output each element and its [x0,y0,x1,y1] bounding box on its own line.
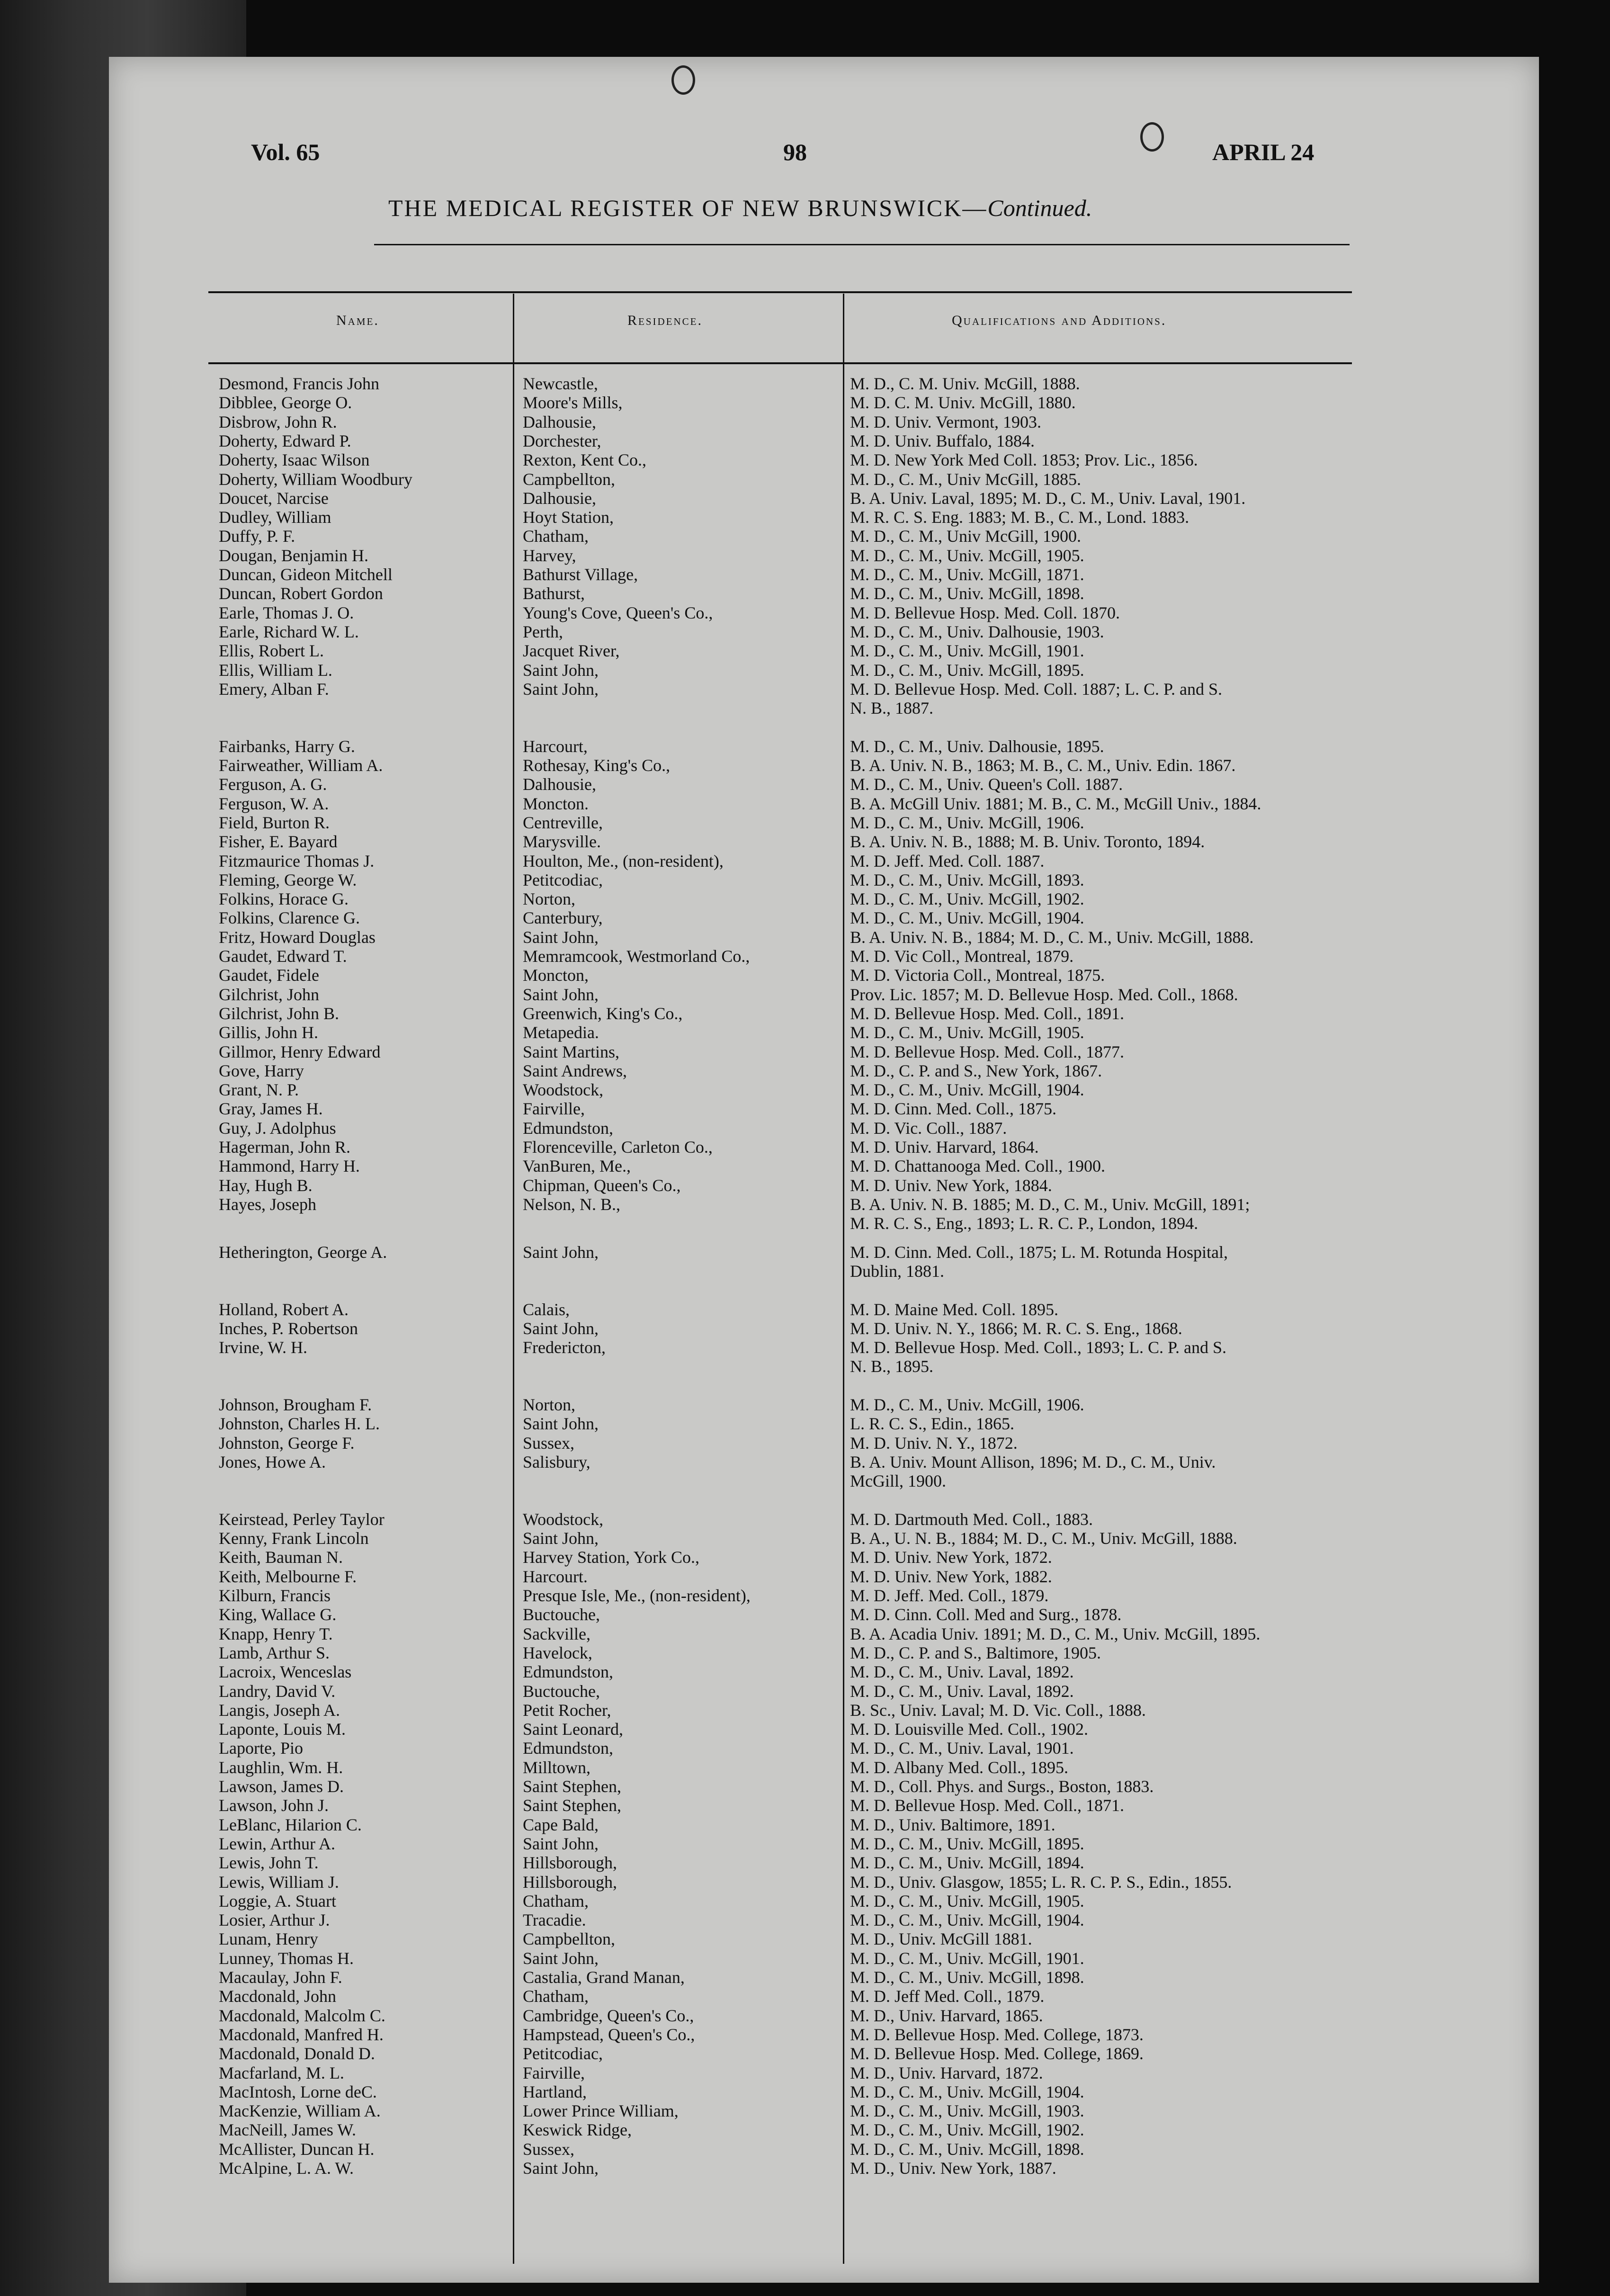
entry-name: Hagerman, John R. [219,1138,350,1157]
entry-name: Duncan, Gideon Mitchell [219,565,393,584]
entry-name: Langis, Joseph A. [219,1700,340,1720]
entry-name: Disbrow, John R. [219,412,337,431]
entry-name: Hay, Hugh B. [219,1175,313,1195]
entry-name: Fritz, Howard Douglas [219,927,376,947]
entry-name: King, Wallace G. [219,1605,337,1624]
entry-qualifications: M. D. Bellevue Hosp. Med. Coll., 1893; L. C. P. and S. [850,1338,1227,1357]
entry-name: Ellis, Robert L. [219,641,324,661]
entry-name: Grant, N. P. [219,1080,299,1100]
entry-residence: Harvey, [523,546,576,565]
entry-qualifications: M. R. C. S. Eng. 1883; M. B., C. M., Lond. 1883. [850,508,1190,527]
entry-residence: Memramcook, Westmorland Co., [523,947,750,966]
entry-name: Guy, J. Adolphus [219,1118,336,1138]
entry-qualifications: M. D., C. M., Univ. McGill, 1893. [850,870,1084,889]
entry-qualifications: M. D. Cinn. Coll. Med and Surg., 1878. [850,1605,1122,1624]
entry-qualifications: M. D., Coll. Phys. and Surgs., Boston, 1883. [850,1777,1154,1796]
entry-name: Kilburn, Francis [219,1586,331,1605]
entry-qualifications: M. D., C. P. and S., New York, 1867. [850,1061,1102,1080]
entry-qualifications: M. D., C. M., Univ. McGill, 1902. [850,889,1084,909]
entry-residence: Saint Martins, [523,1042,619,1061]
entry-residence: Hillsborough, [523,1872,617,1892]
entry-residence: Dorchester, [523,431,601,450]
entry-residence: Jacquet River, [523,641,620,661]
entry-qualifications: M. D., C. M., Univ. Laval, 1892. [850,1662,1074,1682]
entry-residence: Saint Stephen, [523,1777,621,1796]
entry-qualifications: M. D., C. M., Univ. McGill, 1894. [850,1853,1084,1873]
entry-name: Emery, Alban F. [219,679,329,699]
entry-qualifications: M. D., C. M., Univ. McGill, 1898. [850,584,1084,603]
entry-name: Lewin, Arthur A. [219,1834,335,1853]
entry-qualifications: B. A. Acadia Univ. 1891; M. D., C. M., Univ. McGill, 1895. [850,1624,1261,1643]
entry-qualifications: M. D., Univ. Harvard, 1872. [850,2063,1043,2082]
entry-residence: Calais, [523,1300,570,1319]
entry-qualifications: M. D., C. M., Univ. McGill, 1901. [850,1948,1084,1968]
entry-residence: Dalhousie, [523,488,596,508]
entry-name: McAllister, Duncan H. [219,2139,375,2159]
entry-qualifications: M. D. Univ. New York, 1872. [850,1548,1052,1567]
entry-qualifications: M. D., Univ. New York, 1887. [850,2159,1056,2178]
entry-qualifications: M. D. Vic. Coll., 1887. [850,1118,1007,1138]
entry-name: Dibblee, George O. [219,393,352,413]
entry-name: Lunam, Henry [219,1929,318,1949]
entry-name: Duncan, Robert Gordon [219,584,383,603]
entry-qualifications: M. D., C. M., Univ. Dalhousie, 1895. [850,736,1104,756]
entry-qualifications: M. D., C. M., Univ. McGill, 1905. [850,546,1084,565]
entry-qualifications: M. D. Bellevue Hosp. Med. Coll., 1877. [850,1042,1124,1061]
entry-name: Dudley, William [219,508,331,527]
entry-qualifications: M. D. Bellevue Hosp. Med. Coll. 1887; L. C. P. and S. [850,679,1223,699]
entry-residence: Buctouche, [523,1605,600,1624]
entry-qualifications: M. D. Maine Med. Coll. 1895. [850,1300,1058,1319]
column-divider-1 [513,294,514,2264]
entry-qualifications: M. D., C. M., Univ. Queen's Coll. 1887. [850,775,1123,794]
entry-qualifications: M. D. Univ. N. Y., 1872. [850,1433,1018,1453]
column-header-residence: Residence. [627,313,703,328]
header-rule [374,244,1350,245]
entry-qualifications: M. D., C. M., Univ. McGill, 1898. [850,1968,1084,1987]
entry-name: Macdonald, Malcolm C. [219,2006,385,2025]
entry-qualifications: M. D. Univ. N. Y., 1866; M. R. C. S. Eng., 1868. [850,1318,1182,1338]
entry-residence: Buctouche, [523,1681,600,1701]
entry-qualifications-continued: N. B., 1895. [850,1357,934,1376]
entry-name: Earle, Richard W. L. [219,622,359,641]
entry-qualifications: M. D., C. M., Univ. McGill, 1903. [850,2101,1084,2121]
entry-residence: Chatham, [523,527,589,546]
volume-label: Vol. 65 [251,139,320,165]
entry-name: Folkins, Clarence G. [219,908,360,928]
entry-name: MacKenzie, William A. [219,2101,381,2121]
entry-name: Macdonald, Donald D. [219,2044,375,2063]
entry-residence: Saint John, [523,1242,599,1262]
punch-hole-left [671,65,695,95]
entry-residence: Salisbury, [523,1452,590,1471]
column-header-name: Name. [336,313,379,328]
entry-name: McAlpine, L. A. W. [219,2159,354,2178]
entry-residence: Norton, [523,1395,575,1415]
entry-name: Macdonald, Manfred H. [219,2025,384,2044]
entry-qualifications: B. A. McGill Univ. 1881; M. B., C. M., McGill Univ., 1884. [850,794,1261,813]
issue-date: APRIL 24 [1212,139,1315,165]
entry-residence: Woodstock, [523,1080,604,1100]
entry-qualifications: M. D., C. M., Univ. McGill, 1904. [850,908,1084,928]
entry-residence: Hoyt Station, [523,508,614,527]
entry-residence: Sussex, [523,2139,575,2159]
entry-name: Doucet, Narcise [219,488,329,508]
entry-residence: Rexton, Kent Co., [523,450,646,470]
entry-name: Doherty, Edward P. [219,431,351,450]
entry-name: Gilchrist, John [219,985,319,1004]
entry-qualifications-continued: McGill, 1900. [850,1471,946,1490]
entry-name: Dougan, Benjamin H. [219,546,368,565]
entry-name: Lacroix, Wenceslas [219,1662,352,1682]
entry-residence: Campbellton, [523,469,615,489]
entry-qualifications: M. D., Univ. McGill 1881. [850,1929,1032,1949]
entry-qualifications: M. D. Vic Coll., Montreal, 1879. [850,947,1074,966]
entry-name: Gove, Harry [219,1061,304,1080]
entry-qualifications: M. D. Louisville Med. Coll., 1902. [850,1720,1088,1739]
entry-residence: Chatham, [523,1987,589,2006]
entry-qualifications: M. D., C. M., Univ. McGill, 1904. [850,1910,1084,1930]
entry-qualifications: M. D. C. M. Univ. McGill, 1880. [850,393,1076,413]
entry-residence: Saint John, [523,2159,599,2178]
entry-name: MacIntosh, Lorne deC. [219,2082,377,2101]
entry-name: Gray, James H. [219,1099,323,1119]
entry-name: Fairweather, William A. [219,756,383,775]
entry-name: Gillmor, Henry Edward [219,1042,381,1061]
entry-residence: Rothesay, King's Co., [523,756,671,775]
entry-name: Keirstead, Perley Taylor [219,1509,385,1529]
entry-residence: Florenceville, Carleton Co., [523,1138,713,1157]
entry-name: Gilchrist, John B. [219,1004,340,1023]
entry-residence: Houlton, Me., (non-resident), [523,851,724,870]
entry-residence: Canterbury, [523,908,603,928]
entry-name: Lamb, Arthur S. [219,1643,330,1662]
entry-residence: Dalhousie, [523,412,596,431]
entry-qualifications: M. D., C. M., Univ McGill, 1900. [850,527,1082,546]
entry-qualifications: M. D. Victoria Coll., Montreal, 1875. [850,966,1105,985]
entry-name: Desmond, Francis John [219,374,379,393]
entry-name: Doherty, William Woodbury [219,469,412,489]
entry-qualifications: M. D., C. M., Univ. McGill, 1871. [850,565,1084,584]
entry-qualifications: M. D., C. M., Univ. Dalhousie, 1903. [850,622,1104,641]
entry-name: Keith, Melbourne F. [219,1567,357,1586]
entry-residence: Fairville, [523,1099,585,1119]
entry-qualifications: M. D. Jeff Med. Coll., 1879. [850,1987,1045,2006]
entry-name: Keith, Bauman N. [219,1548,343,1567]
entry-residence: Cambridge, Queen's Co., [523,2006,694,2025]
entry-qualifications: M. D. Cinn. Med. Coll., 1875. [850,1099,1057,1119]
entry-name: Hammond, Harry H. [219,1157,360,1176]
table-top-rule [208,291,1352,293]
entry-name: Laponte, Louis M. [219,1720,346,1739]
entry-name: Macfarland, M. L. [219,2063,344,2082]
entry-qualifications: M. D., C. M., Univ. McGill, 1904. [850,2082,1084,2101]
entry-residence: Saint John, [523,660,599,680]
entry-qualifications: M. D., C. M., Univ. Laval, 1901. [850,1739,1074,1758]
entry-name: Gaudet, Fidele [219,966,319,985]
entry-name: Fitzmaurice Thomas J. [219,851,375,870]
entry-residence: Woodstock, [523,1509,604,1529]
entry-name: Lewis, John T. [219,1853,319,1873]
entry-residence: Keswick Ridge, [523,2120,632,2140]
entry-residence: Nelson, N. B., [523,1194,620,1214]
entry-qualifications: M. D. Univ. New York, 1882. [850,1567,1052,1586]
entry-name: Ferguson, W. A. [219,794,329,813]
entry-residence: Havelock, [523,1643,592,1662]
entry-name: Ellis, William L. [219,660,332,680]
entry-qualifications: M. D. Chattanooga Med. Coll., 1900. [850,1157,1105,1176]
entry-name: Fleming, George W. [219,870,357,889]
entry-residence: Saint John, [523,1529,599,1548]
entry-qualifications: M. D. Albany Med. Coll., 1895. [850,1758,1069,1777]
entry-residence: Milltown, [523,1758,591,1777]
entry-qualifications: M. D., C. M., Univ. McGill, 1905. [850,1023,1084,1042]
entry-residence: Saint Leonard, [523,1720,623,1739]
entry-residence: Centreville, [523,813,603,832]
entry-name: Kenny, Frank Lincoln [219,1529,369,1548]
entry-residence: Hampstead, Queen's Co., [523,2025,695,2044]
entry-residence: Fredericton, [523,1338,606,1357]
entry-residence: Young's Cove, Queen's Co., [523,603,713,622]
entry-residence: Perth, [523,622,563,641]
entry-qualifications: M. D., C. M., Univ. McGill, 1895. [850,660,1084,680]
page-title [388,194,1092,222]
entry-name: Field, Burton R. [219,813,330,832]
entry-qualifications: M. D. Bellevue Hosp. Med. College, 1869. [850,2044,1144,2063]
entry-name: Hetherington, George A. [219,1242,387,1262]
entry-name: LeBlanc, Hilarion C. [219,1815,362,1834]
entry-name: Doherty, Isaac Wilson [219,450,370,470]
entry-name: Lunney, Thomas H. [219,1948,354,1968]
entry-qualifications: M. D. Bellevue Hosp. Med. Coll., 1871. [850,1796,1124,1815]
entry-residence: Harcourt. [523,1567,588,1586]
entry-name: Laughlin, Wm. H. [219,1758,343,1777]
entry-qualifications: M. D. Cinn. Med. Coll., 1875; L. M. Rotunda Hospital, [850,1242,1228,1262]
entry-qualifications: M. D. Dartmouth Med. Coll., 1883. [850,1509,1093,1529]
entry-residence: Hartland, [523,2082,587,2101]
entry-qualifications: L. R. C. S., Edin., 1865. [850,1414,1015,1434]
entry-residence: Cape Bald, [523,1815,599,1834]
entry-residence: Greenwich, King's Co., [523,1004,683,1023]
entry-residence: Newcastle, [523,374,598,393]
page-title-main: THE MEDICAL REGISTER OF NEW BRUNSWICK— [388,195,988,221]
entry-residence: Chipman, Queen's Co., [523,1175,681,1195]
entry-residence: Saint John, [523,679,599,699]
punch-hole-right [1140,122,1164,152]
entry-name: Ferguson, A. G. [219,775,327,794]
entry-name: Gillis, John H. [219,1023,319,1042]
entry-qualifications: B. Sc., Univ. Laval; M. D. Vic. Coll., 1888. [850,1700,1146,1720]
entry-qualifications: Prov. Lic. 1857; M. D. Bellevue Hosp. Med. Coll., 1868. [850,985,1238,1004]
entry-name: Landry, David V. [219,1681,336,1701]
entry-residence: Moncton. [523,794,589,813]
entry-qualifications: M. D., Univ. Glasgow, 1855; L. R. C. P. S., Edin., 1855. [850,1872,1232,1892]
entry-qualifications: M. D., C. M., Univ. McGill, 1905. [850,1891,1084,1910]
entry-name: Laporte, Pio [219,1739,303,1758]
entry-residence: Presque Isle, Me., (non-resident), [523,1586,751,1605]
entry-residence: Saint Stephen, [523,1796,621,1815]
entry-name: Earle, Thomas J. O. [219,603,354,622]
entry-qualifications: M. D. Jeff. Med. Coll., 1879. [850,1586,1049,1605]
entry-name: Macdonald, John [219,1987,336,2006]
entry-residence: Bathurst, [523,584,585,603]
entry-residence: Moncton, [523,966,589,985]
entry-name: Jones, Howe A. [219,1452,326,1471]
entry-name: MacNeill, James W. [219,2120,356,2140]
entry-qualifications: M. D., C. P. and S., Baltimore, 1905. [850,1643,1101,1662]
column-header-qualifications: Qualifications and Additions. [952,313,1167,328]
entry-qualifications: M. D. Univ. New York, 1884. [850,1175,1052,1195]
entry-qualifications: M. D., C. M., Univ McGill, 1885. [850,469,1082,489]
entry-name: Johnson, Brougham F. [219,1395,372,1415]
entry-name: Loggie, A. Stuart [219,1891,336,1910]
entry-qualifications-continued: N. B., 1887. [850,698,934,718]
entry-residence: Lower Prince William, [523,2101,679,2121]
entry-residence: VanBuren, Me., [523,1157,631,1176]
entry-name: Lewis, William J. [219,1872,339,1892]
entry-name: Losier, Arthur J. [219,1910,330,1930]
entry-name: Macaulay, John F. [219,1968,342,1987]
entry-residence: Saint John, [523,927,599,947]
entry-qualifications: M. D., Univ. Baltimore, 1891. [850,1815,1055,1834]
entry-qualifications: B. A. Univ. N. B., 1888; M. B. Univ. Toronto, 1894. [850,832,1205,852]
entry-residence: Hillsborough, [523,1853,617,1873]
entry-name: Irvine, W. H. [219,1338,307,1357]
entry-residence: Edmundston, [523,1118,614,1138]
entry-residence: Petitcodiac, [523,870,603,889]
entry-qualifications: M. D. Bellevue Hosp. Med. College, 1873. [850,2025,1144,2044]
entry-residence: Edmundston, [523,1662,614,1682]
entry-name: Johnston, Charles H. L. [219,1414,380,1434]
table-header-rule [208,362,1352,364]
entry-residence: Petit Rocher, [523,1700,611,1720]
entry-qualifications: M. D., C. M., Univ. McGill, 1906. [850,1395,1084,1415]
entry-name: Hayes, Joseph [219,1194,316,1214]
entry-residence: Sussex, [523,1433,575,1453]
entry-residence: Harvey Station, York Co., [523,1548,700,1567]
entry-residence: Fairville, [523,2063,585,2082]
entry-name: Holland, Robert A. [219,1300,349,1319]
entry-qualifications: B. A., U. N. B., 1884; M. D., C. M., Univ. McGill, 1888. [850,1529,1237,1548]
entry-qualifications: M. D. Jeff. Med. Coll. 1887. [850,851,1045,870]
entry-residence: Metapedia. [523,1023,599,1042]
entry-residence: Norton, [523,889,575,909]
entry-name: Knapp, Henry T. [219,1624,333,1643]
entry-residence: Dalhousie, [523,775,596,794]
entry-qualifications: M. D., C. M., Univ. Laval, 1892. [850,1681,1074,1701]
entry-qualifications: M. D., Univ. Harvard, 1865. [850,2006,1043,2025]
entry-residence: Castalia, Grand Manan, [523,1968,685,1987]
entry-residence: Bathurst Village, [523,565,638,584]
entry-qualifications: M. D., C. M., Univ. McGill, 1901. [850,641,1084,661]
entry-residence: Saint Andrews, [523,1061,627,1080]
entry-qualifications-continued: M. R. C. S., Eng., 1893; L. R. C. P., London, 1894. [850,1213,1199,1233]
entry-residence: Chatham, [523,1891,589,1910]
entry-qualifications: M. D. Bellevue Hosp. Med. Coll. 1870. [850,603,1120,622]
entry-qualifications: M. D. Univ. Buffalo, 1884. [850,431,1035,450]
entry-residence: Saint John, [523,985,599,1004]
entry-name: Inches, P. Robertson [219,1318,358,1338]
entry-residence: Saint John, [523,1414,599,1434]
entry-residence: Moore's Mills, [523,393,623,413]
entry-name: Folkins, Horace G. [219,889,349,909]
entry-qualifications-continued: Dublin, 1881. [850,1261,945,1281]
entry-qualifications: M. D., C. M., Univ. McGill, 1902. [850,2120,1084,2140]
entry-residence: Edmundston, [523,1739,614,1758]
entry-residence: Saint John, [523,1318,599,1338]
entry-residence: Tracadie. [523,1910,586,1930]
entry-residence: Saint John, [523,1948,599,1968]
column-divider-2 [843,294,844,2264]
entry-qualifications: M. D., C. M., Univ. McGill, 1904. [850,1080,1084,1100]
entry-residence: Campbellton, [523,1929,615,1949]
entry-residence: Marysville. [523,832,601,852]
entry-qualifications: M. D. Univ. Vermont, 1903. [850,412,1041,431]
page-title-continued: Continued. [987,195,1092,221]
entry-qualifications: M. D., C. M., Univ. McGill, 1898. [850,2139,1084,2159]
entry-name: Johnston, George F. [219,1433,355,1453]
entry-name: Lawson, John J. [219,1796,329,1815]
entry-residence: Harcourt, [523,736,588,756]
entry-name: Lawson, James D. [219,1777,344,1796]
entry-name: Fisher, E. Bayard [219,832,338,852]
entry-residence: Sackville, [523,1624,590,1643]
entry-qualifications: B. A. Univ. N. B., 1863; M. B., C. M., Univ. Edin. 1867. [850,756,1236,775]
entry-qualifications: M. D., C. M., Univ. McGill, 1895. [850,1834,1084,1853]
entry-qualifications: M. D., C. M. Univ. McGill, 1888. [850,374,1080,393]
entry-qualifications: M. D. Bellevue Hosp. Med. Coll., 1891. [850,1004,1124,1023]
entry-residence: Petitcodiac, [523,2044,603,2063]
entry-qualifications: B. A. Univ. Mount Allison, 1896; M. D., C. M., Univ. [850,1452,1216,1471]
entry-name: Fairbanks, Harry G. [219,736,355,756]
entry-qualifications: B. A. Univ. N. B. 1885; M. D., C. M., Univ. McGill, 1891; [850,1194,1250,1214]
entry-qualifications: M. D., C. M., Univ. McGill, 1906. [850,813,1084,832]
entry-name: Duffy, P. F. [219,527,295,546]
page-number: 98 [783,139,807,165]
entry-qualifications: M. D. New York Med Coll. 1853; Prov. Lic., 1856. [850,450,1198,470]
entry-qualifications: B. A. Univ. Laval, 1895; M. D., C. M., Univ. Laval, 1901. [850,488,1246,508]
entry-qualifications: M. D. Univ. Harvard, 1864. [850,1138,1039,1157]
entry-residence: Saint John, [523,1834,599,1853]
entry-qualifications: B. A. Univ. N. B., 1884; M. D., C. M., Univ. McGill, 1888. [850,927,1254,947]
entry-name: Gaudet, Edward T. [219,947,347,966]
